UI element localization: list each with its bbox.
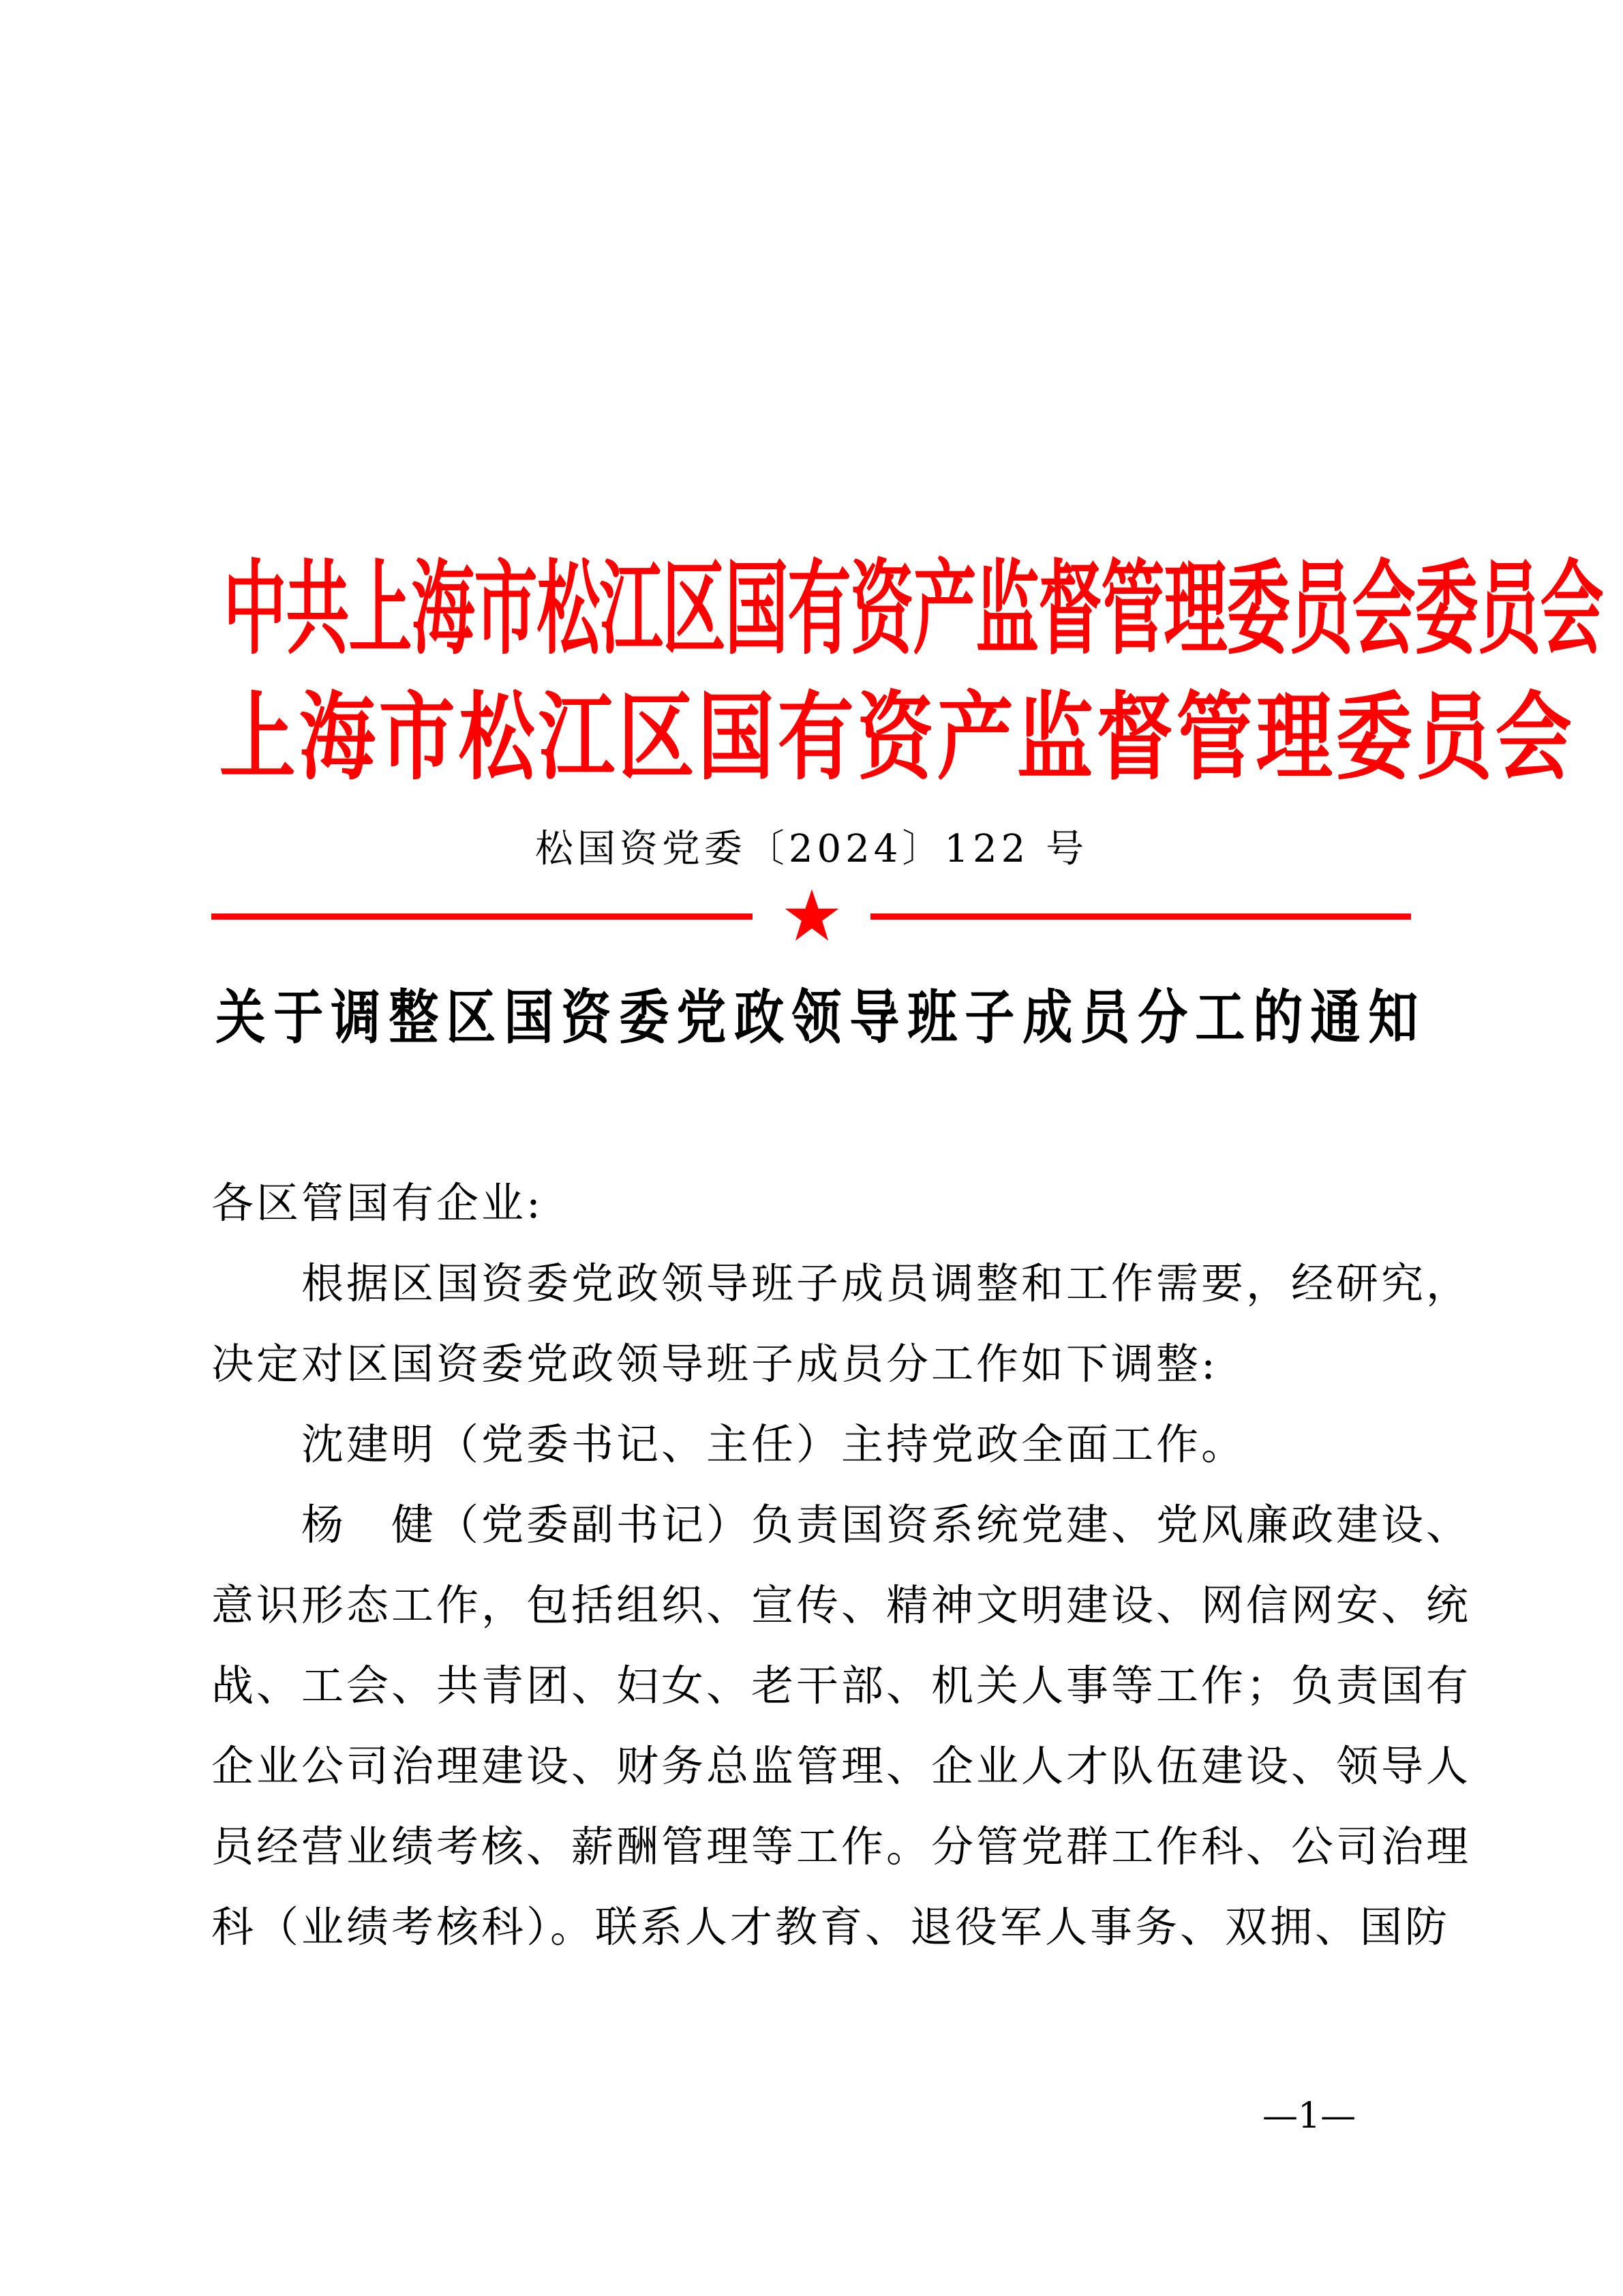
subject-char: 关	[215, 983, 266, 1052]
masthead-char: 理	[1256, 682, 1333, 794]
subject-char: 整	[388, 983, 439, 1052]
subject-char: 领	[791, 983, 842, 1052]
masthead-char: 区	[662, 549, 726, 669]
masthead-char: 上	[219, 682, 296, 794]
subject-char: 的	[1253, 983, 1303, 1052]
masthead-char: 中	[223, 549, 287, 669]
subject-char: 政	[734, 983, 785, 1052]
masthead-char: 委	[1226, 549, 1290, 669]
masthead-char: 有	[787, 549, 851, 669]
subject-char: 导	[849, 983, 900, 1052]
masthead-char: 资	[857, 682, 934, 794]
masthead-char: 资	[850, 549, 914, 669]
subject-char: 于	[273, 983, 323, 1052]
masthead-char: 海	[411, 549, 475, 669]
masthead-char: 监	[975, 549, 1040, 669]
body-line: 杨 健（党委副书记）负责国资系统党建、党风廉政建设、	[301, 1500, 1472, 1550]
salutation: 各区管国有企业:	[211, 1178, 543, 1228]
masthead-char: 产	[913, 549, 977, 669]
body-line: 意识形态工作，包括组织、宣传、精神文明建设、网信网安、统	[211, 1580, 1472, 1630]
masthead-char: 管	[1101, 549, 1165, 669]
body-line: 沈建明（党委书记、主任）主持党政全面工作。	[301, 1419, 1247, 1469]
masthead-char: 上	[348, 549, 412, 669]
subject-char: 知	[1368, 983, 1419, 1052]
masthead-char: 员	[1477, 549, 1541, 669]
masthead-char: 督	[1038, 549, 1102, 669]
masthead-char: 区	[618, 682, 695, 794]
masthead-party-committee	[211, 549, 1604, 669]
masthead-char: 国	[725, 549, 789, 669]
subject-char: 国	[504, 983, 554, 1052]
masthead-char: 江	[538, 682, 615, 794]
masthead-char: 会	[1352, 549, 1416, 669]
document-subject-title	[211, 983, 1421, 1057]
masthead-char: 会	[1495, 682, 1572, 794]
masthead-sasac	[211, 682, 1572, 794]
body-line: 科（业绩考核科）。联系人才教育、退役军人事务、双拥、国防	[211, 1902, 1451, 1952]
subject-char: 区	[446, 983, 496, 1052]
masthead-char: 委	[1335, 682, 1412, 794]
subject-char: 通	[1310, 983, 1361, 1052]
masthead-char: 海	[299, 682, 376, 794]
masthead-char: 委	[1414, 549, 1478, 669]
body-line: 企业公司治理建设、财务总监管理、企业人才队伍建设、领导人	[211, 1741, 1472, 1791]
subject-char: 员	[1080, 983, 1130, 1052]
masthead-char: 产	[937, 682, 1014, 794]
masthead-char: 市	[474, 549, 538, 669]
masthead-char: 共	[286, 549, 350, 669]
subject-char: 成	[1022, 983, 1073, 1052]
subject-char: 委	[619, 983, 669, 1052]
masthead-char: 管	[1176, 682, 1253, 794]
document-body	[211, 1163, 1472, 1967]
body-line: 根据区国资委党政领导班子成员调整和工作需要，经研究，	[301, 1258, 1472, 1308]
masthead-char: 督	[1096, 682, 1173, 794]
document-number: 松国资党委〔2024〕122 号	[534, 827, 1089, 871]
masthead-char: 江	[599, 549, 663, 669]
masthead-char: 员	[1289, 549, 1353, 669]
subject-char: 子	[965, 983, 1015, 1052]
subject-char: 党	[676, 983, 727, 1052]
masthead-char: 会	[1540, 549, 1604, 669]
red-divider-left	[211, 913, 753, 920]
subject-char: 班	[907, 983, 957, 1052]
masthead-char: 国	[697, 682, 774, 794]
masthead-char: 市	[378, 682, 455, 794]
body-line: 战、工会、共青团、妇女、老干部、机关人事等工作；负责国有	[211, 1661, 1472, 1710]
masthead-char: 松	[536, 549, 601, 669]
body-line: 员经营业绩考核、薪酬管理等工作。分管党群工作科、公司治理	[211, 1822, 1472, 1871]
red-divider-right	[870, 913, 1411, 920]
body-line: 决定对区国资委党政领导班子成员分工作如下调整:	[211, 1339, 1218, 1389]
masthead-char: 员	[1415, 682, 1492, 794]
subject-char: 工	[1195, 983, 1245, 1052]
star-icon	[784, 888, 840, 943]
masthead-char: 松	[458, 682, 535, 794]
page-number: —1—	[1262, 2096, 1356, 2136]
subject-char: 分	[1138, 983, 1188, 1052]
masthead-char: 理	[1164, 549, 1228, 669]
subject-char: 调	[331, 983, 381, 1052]
subject-char: 资	[561, 983, 611, 1052]
masthead-char: 有	[777, 682, 854, 794]
masthead-char: 监	[1016, 682, 1093, 794]
